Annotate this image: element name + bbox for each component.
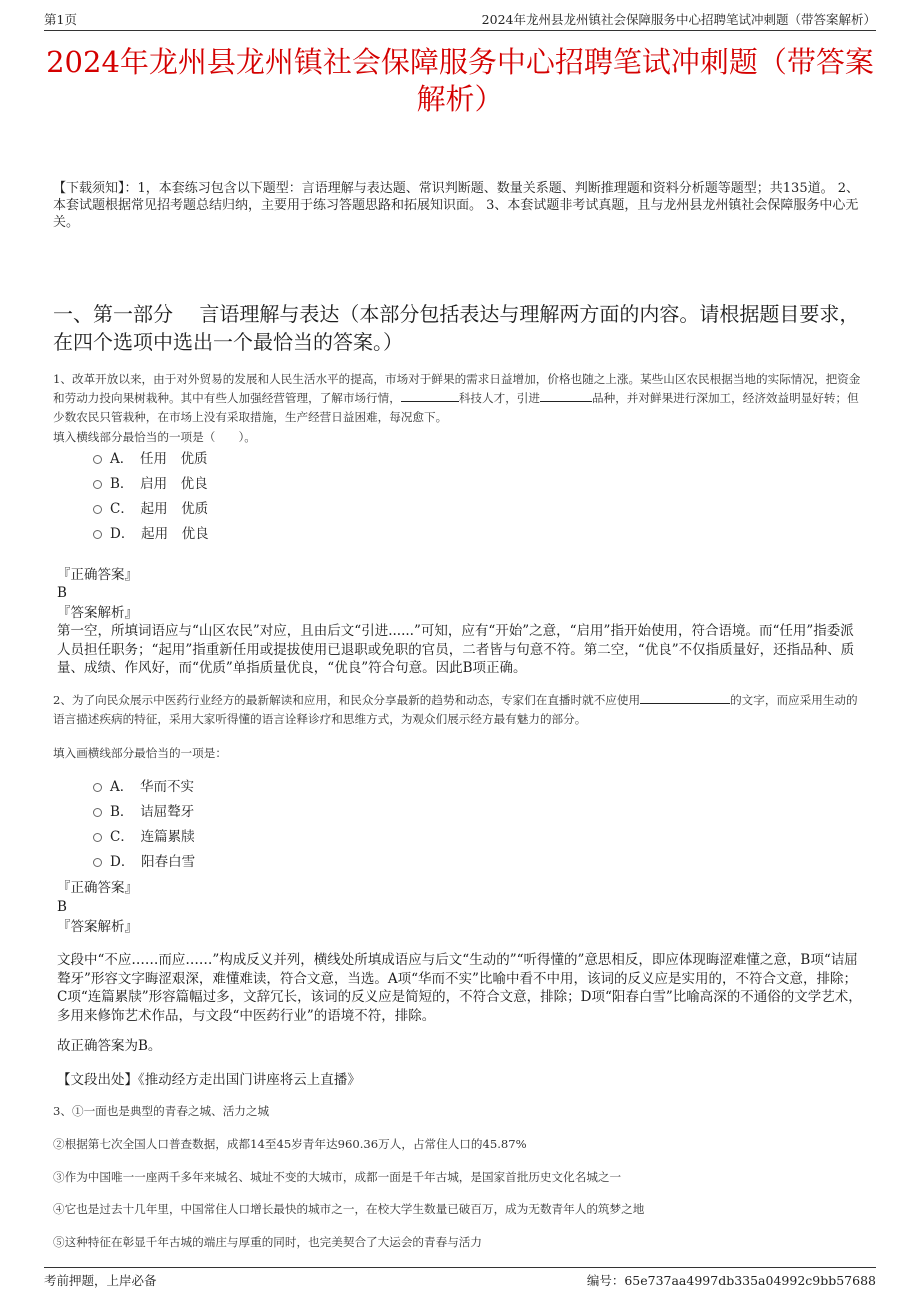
q1-answer: B: [57, 585, 67, 601]
q3-line: ④它也是过去十几年里，中国常住人口增长最快的城市之一，在校大学生数量已破百万，成为无数青年人的筑梦之地: [53, 1202, 645, 1216]
q2-answer: B: [57, 899, 67, 915]
section-heading: 一、第一部分 言语理解与表达（本部分包括表达与理解两方面的内容。请根据题目要求，在四个选项中选出一个最恰当的答案。）: [53, 302, 860, 354]
radio-icon[interactable]: [93, 783, 102, 792]
radio-icon[interactable]: [93, 833, 102, 842]
footer-doc-id: 编号：65e737aa4997db335a04992c9bb57688: [586, 1273, 876, 1288]
q1-option-d[interactable]: D． 起用 优良: [93, 524, 209, 544]
q2-option-c[interactable]: C． 连篇累牍: [93, 827, 195, 847]
q2-option-a[interactable]: A． 华而不实: [93, 777, 194, 797]
blank-line: [540, 389, 592, 402]
q2-source: 【文段出处】《推动经方走出国门讲座将云上直播》: [57, 1072, 361, 1088]
q1-analysis-label: 『答案解析』: [57, 605, 138, 621]
page-number: 第1页: [44, 12, 77, 27]
q1-option-b[interactable]: B． 启用 优良: [93, 474, 208, 494]
q2-conclusion: 故正确答案为B。: [57, 1038, 162, 1054]
question-1-stem: 1、改革开放以来，由于对外贸易的发展和人民生活水平的提高，市场对于鲜果的需求日益增加，价格也随之上涨。某些山区农民根据当地的实际情况，把资金和劳动力投向果树栽种。其中有些人加强经营管理，了解市场行情， 科技人才，引进 品种，并对鲜果进行深加工，经济效益明显好转；但少数农民只管栽种，在市场上没有采取措施，生产经营日益困难，每况愈下。: [53, 372, 861, 424]
q2-answer-label: 『正确答案』: [57, 880, 138, 896]
download-notice: 【下载须知】：1，本套练习包含以下题型：言语理解与表达题、常识判断题、数量关系题、判断推理题和资料分析题等题型；共135道。 2、本套试题根据常见招考题总结归纳，主要用于练习答题思路和拓展知识面。 3、本套试题非考试真题，且与龙州县龙州镇社会保障服务中心无关。: [53, 181, 859, 230]
q1-option-c[interactable]: C． 起用 优质: [93, 499, 208, 519]
header-divider: [44, 30, 876, 31]
blank-line: [640, 691, 730, 704]
question-1-prompt: 填入横线部分最恰当的一项是（ ）。: [53, 430, 256, 444]
document-title: 2024年龙州县龙州镇社会保障服务中心招聘笔试冲刺题（带答案解析）: [46, 45, 874, 116]
footer-divider: [44, 1267, 876, 1268]
q3-line: ⑤这种特征在彰显千年古城的端庄与厚重的同时，也完美契合了大运会的青春与活力: [53, 1235, 482, 1249]
radio-icon[interactable]: [93, 530, 102, 539]
header-doc-title: 2024年龙州县龙州镇社会保障服务中心招聘笔试冲刺题（带答案解析）: [481, 12, 876, 27]
q1-analysis: 第一空，所填词语应与“山区农民”对应，且由后文“引进......”可知，应有“开始”之意，“启用”指开始使用，符合语境。而“任用”指委派人员担任职务；“起用”指重新任用或提拔使用已退职或免职的官员，二者皆与句意不符。第二空，“优良”不仅指质量好，还指品种、质量、成绩、作风好，而“优质”单指质量优良，“优良”符合句意。因此B项正确。: [57, 623, 855, 676]
radio-icon[interactable]: [93, 505, 102, 514]
q1-answer-label: 『正确答案』: [57, 567, 138, 583]
q3-line: 3、①一面也是典型的青春之城、活力之城: [53, 1104, 270, 1118]
q3-line: ②根据第七次全国人口普查数据，成都14至45岁青年达960.36万人，占常住人口的45.87%: [53, 1137, 527, 1151]
q2-analysis-label: 『答案解析』: [57, 919, 138, 935]
page-header: [44, 10, 876, 28]
q2-option-d[interactable]: D． 阳春白雪: [93, 852, 195, 872]
q2-analysis: 文段中“不应……而应……”构成反义并列，横线处所填成语应与后文“生动的”“听得懂的”意思相反，即应体现晦涩难懂之意，B项“诘屈聱牙”形容文字晦涩艰深，难懂难读，符合文意，当选。A项“华而不实”比喻中看不中用，该词的反义应是实用的，不符合文意，排除；C项“连篇累牍”形容篇幅过多，文辞冗长，该词的反义应是简短的，不符合文意，排除；D项“阳春白雪”比喻高深的不通俗的文学艺术，多用来修饰艺术作品，与文段“中医药行业”的语境不符，排除。: [57, 952, 862, 1024]
radio-icon[interactable]: [93, 858, 102, 867]
q2-option-b[interactable]: B． 诘屈聱牙: [93, 802, 194, 822]
radio-icon[interactable]: [93, 480, 102, 489]
question-2-stem: 2、为了向民众展示中医药行业经方的最新解读和应用，和民众分享最新的趋势和动态，专家们在直播时就不应使用 的文字，而应采用生动的语言描述疾病的特征，采用大家听得懂的语言诠释诊疗和思维方式，为观众们展示经方最有魅力的部分。: [53, 693, 858, 726]
radio-icon[interactable]: [93, 808, 102, 817]
q3-line: ③作为中国唯一一座两千多年来城名、城址不变的大城市，成都一面是千年古城，是国家首批历史文化名城之一: [53, 1170, 622, 1184]
footer-slogan: 考前押题，上岸必备: [44, 1273, 157, 1288]
question-2-prompt: 填入画横线部分最恰当的一项是：: [53, 746, 227, 760]
radio-icon[interactable]: [93, 455, 102, 464]
q1-option-a[interactable]: A． 任用 优质: [93, 449, 208, 469]
blank-line: [401, 389, 459, 402]
